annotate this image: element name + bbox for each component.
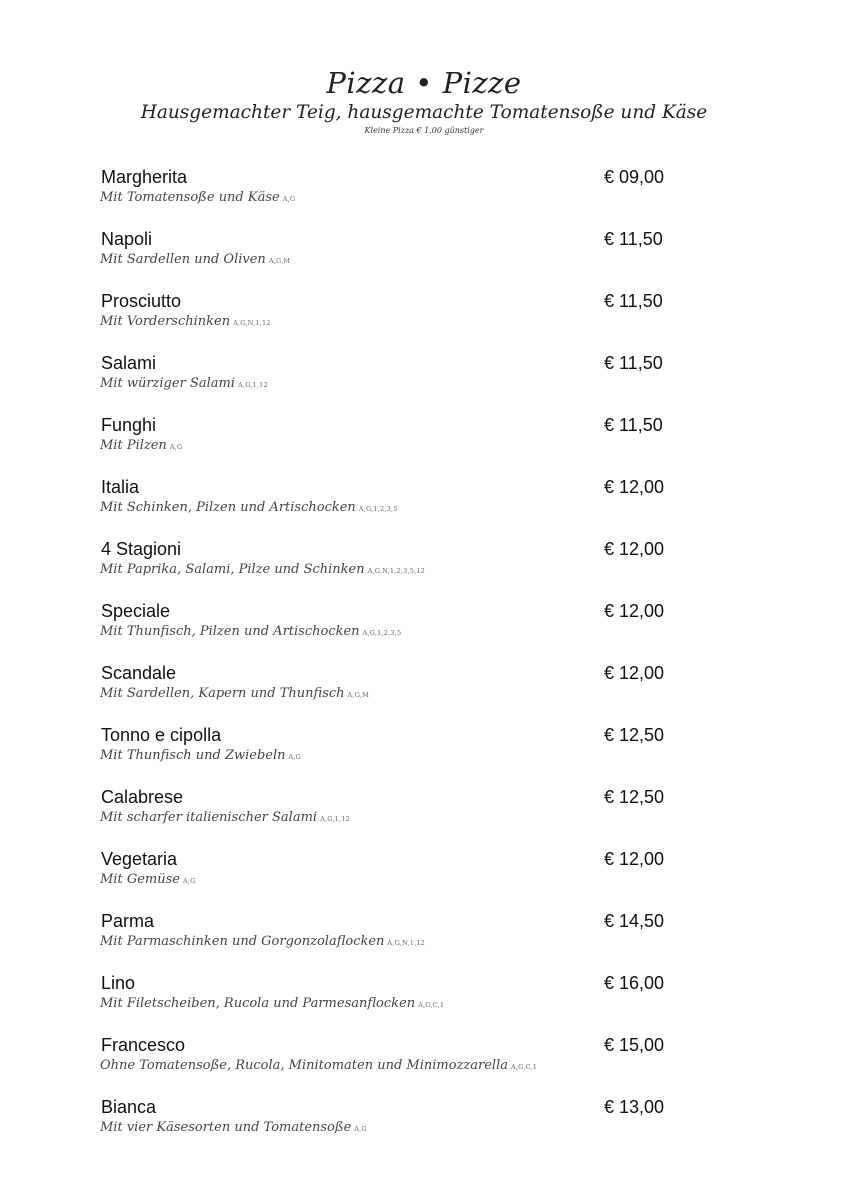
item-price: € 12,00 <box>604 477 665 497</box>
item-allergens: A,G <box>354 1125 367 1133</box>
item-desc-text: Mit Schinken, Pilzen und Artischocken <box>100 500 356 515</box>
item-description <box>100 189 295 208</box>
item-description <box>100 561 425 580</box>
item-name: Salami <box>101 353 157 373</box>
menu-item-funghi <box>100 414 690 476</box>
item-name: Vegetaria <box>101 849 178 869</box>
item-price: € 12,00 <box>604 849 665 869</box>
item-allergens: A,G,1,2,3,5 <box>362 629 402 637</box>
item-description <box>100 499 398 518</box>
item-price: € 16,00 <box>604 973 665 993</box>
item-name: Scandale <box>101 663 177 683</box>
menu-item-lino <box>100 972 690 1034</box>
menu-item-parma <box>100 910 690 972</box>
menu-item-calabrese <box>100 786 690 848</box>
item-description <box>100 995 444 1014</box>
item-name: Francesco <box>101 1035 186 1055</box>
item-price: € 12,00 <box>604 663 665 683</box>
menu-item-bianca <box>100 1096 690 1158</box>
item-desc-text: Mit Sardellen, Kapern und Thunfisch <box>100 686 345 701</box>
item-description <box>100 1057 537 1076</box>
menu-item-napoli <box>100 228 690 290</box>
item-allergens: A,G <box>288 753 302 761</box>
item-desc-text: Mit Vorderschinken <box>100 314 231 329</box>
item-desc-text: Mit Thunfisch, Pilzen und Artischocken <box>100 624 360 639</box>
item-desc-text: Mit Tomatensoße und Käse <box>100 190 280 205</box>
item-desc-text: Mit Thunfisch und Zwiebeln <box>100 748 286 763</box>
item-desc-text: Ohne Tomatensoße, Rucola, Minitomaten und Minimozzarella <box>100 1058 508 1073</box>
item-name: Calabrese <box>101 787 184 807</box>
item-allergens: A,G,C,1 <box>511 1063 538 1071</box>
menu-item-scandale <box>100 662 690 724</box>
item-allergens: A,G,N,1,2,3,5,12 <box>367 567 426 575</box>
item-price: € 09,00 <box>604 167 665 187</box>
item-allergens: A,G,1,2,3,5 <box>358 505 398 513</box>
item-price: € 11,50 <box>604 291 663 311</box>
item-name: Tonno e cipolla <box>101 725 222 745</box>
item-price: € 14,50 <box>604 911 665 931</box>
item-price: € 12,00 <box>604 539 665 559</box>
item-desc-text: Mit Sardellen und Oliven <box>100 252 266 267</box>
item-description <box>100 437 182 456</box>
item-description <box>100 871 196 890</box>
item-name: Italia <box>101 477 140 497</box>
item-price: € 13,00 <box>604 1097 665 1117</box>
menu-item-speciale <box>100 600 690 662</box>
menu-item-prosciutto <box>100 290 690 352</box>
item-price: € 12,50 <box>604 725 665 745</box>
item-desc-text: Mit Paprika, Salami, Pilze und Schinken <box>100 562 365 577</box>
item-description <box>100 313 271 332</box>
item-price: € 11,50 <box>604 353 663 373</box>
item-price: € 11,50 <box>604 415 663 435</box>
menu-header <box>0 64 848 136</box>
pizza-menu-list <box>100 166 690 1158</box>
item-price: € 15,00 <box>604 1035 665 1055</box>
item-allergens: A,G,N,1,12 <box>233 319 271 327</box>
item-allergens: A,G <box>282 195 296 203</box>
menu-item-salami <box>100 352 690 414</box>
item-description <box>100 251 290 270</box>
item-allergens: A,G,C,1 <box>418 1001 445 1009</box>
item-allergens: A,G,M <box>347 691 369 699</box>
item-description <box>100 685 369 704</box>
item-desc-text: Mit Parmaschinken und Gorgonzolaflocken <box>100 934 385 949</box>
item-allergens: A,G <box>169 443 183 451</box>
item-name: Parma <box>101 911 155 931</box>
small-pizza-note: Kleine Pizza € 1,00 günstiger <box>364 126 484 135</box>
item-description <box>100 375 268 394</box>
item-name: 4 Stagioni <box>101 539 182 559</box>
item-price: € 12,50 <box>604 787 665 807</box>
item-name: Funghi <box>101 415 157 435</box>
item-price: € 12,00 <box>604 601 665 621</box>
page-subtitle: Hausgemachter Teig, hausgemachte Tomatensoße und Käse <box>140 102 708 123</box>
item-allergens: A,G,1,12 <box>320 815 350 823</box>
item-description <box>100 747 301 766</box>
item-desc-text: Mit Pilzen <box>100 438 167 453</box>
item-name: Napoli <box>101 229 153 249</box>
menu-item-tonno-e-cipolla <box>100 724 690 786</box>
item-allergens: A,G <box>182 877 196 885</box>
item-name: Lino <box>101 973 136 993</box>
menu-item-italia <box>100 476 690 538</box>
item-desc-text: Mit scharfer italienischer Salami <box>100 810 318 825</box>
menu-item-vegetaria <box>100 848 690 910</box>
item-name: Speciale <box>101 601 171 621</box>
item-name: Prosciutto <box>101 291 182 311</box>
item-description <box>100 809 350 828</box>
item-desc-text: Mit würziger Salami <box>100 376 235 391</box>
menu-item-4-stagioni <box>100 538 690 600</box>
item-description <box>100 933 425 952</box>
item-allergens: A,G,M <box>268 257 291 265</box>
item-price: € 11,50 <box>604 229 663 249</box>
item-name: Bianca <box>101 1097 157 1117</box>
item-desc-text: Mit vier Käsesorten und Tomatensoße <box>100 1120 352 1135</box>
page-title: Pizza • Pizze <box>326 66 522 100</box>
item-desc-text: Mit Filetscheiben, Rucola und Parmesanflocken <box>100 996 416 1011</box>
item-name: Margherita <box>101 167 188 187</box>
item-allergens: A,G,1,12 <box>237 381 268 389</box>
item-description <box>100 623 401 642</box>
menu-item-margherita <box>100 166 690 228</box>
item-description <box>100 1119 367 1138</box>
menu-item-francesco <box>100 1034 690 1096</box>
item-desc-text: Mit Gemüse <box>100 872 180 887</box>
item-allergens: A,G,N,1,12 <box>387 939 426 947</box>
